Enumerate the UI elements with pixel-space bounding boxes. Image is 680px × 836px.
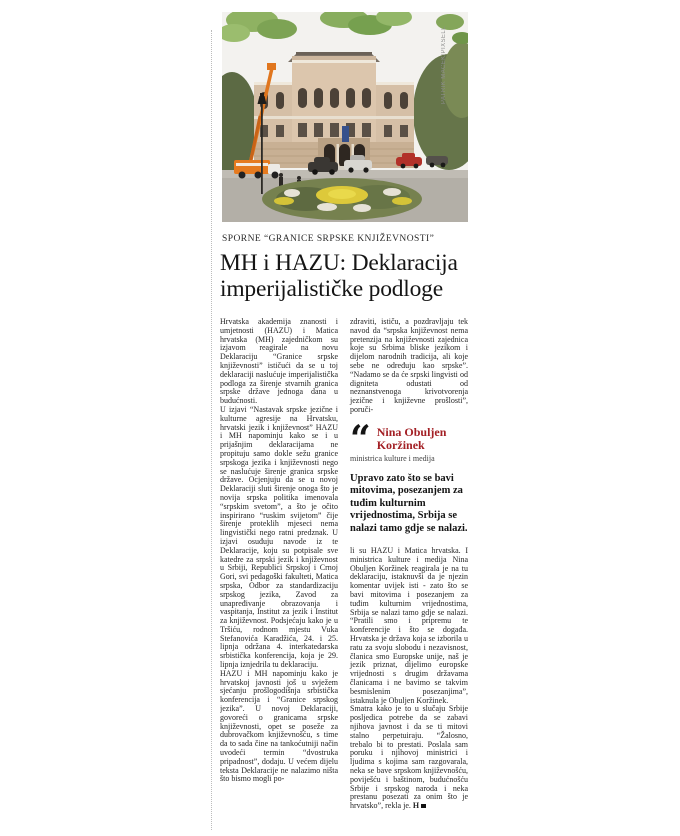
pull-quote <box>350 417 468 535</box>
quote-text: Upravo zato što se bavi mitovima, posezanjem za tuđim kulturnim vrijednostima, Srbija se nalazi tamo gdje se nalazi. <box>350 472 468 534</box>
column-divider-dotted-rule <box>211 30 212 830</box>
body-column-left <box>220 318 338 784</box>
quotation-mark-icon: “ <box>350 417 371 460</box>
flower-bed <box>262 178 422 220</box>
quote-author-role: ministrica kulture i medija <box>350 453 435 463</box>
quote-author-name: Nina Obuljen Koržinek <box>376 424 447 452</box>
kicker: SPORNE “GRANICE SRPSKE KNJIŽEVNOSTI” <box>222 234 435 244</box>
paragraph: U izjavi “Nastavak srpske jezične i kulturne agresije na Hrvatsku, hrvatski jezik i književnost” HAZU i MH napominju kako se i u prijašnjim deklaracijama ne propituju samo dokle sežu granice srpskoga jezika i književnosti nego se naslućuje širenje granica srpske države. Ocjenjuju da se u novoj Deklaraciji sluti širenje onoga što je novija srpska politika imenovala “srpskim svetom”, a što je očito inspirirano “ruskim svijetom” čije širenje proteklih mjeseci nema lingvistički nego ratni predznak. U izjavi osuđuju navode iz te Deklaracije, koju su potpisale sve katedre za srpski jezik i književnost u Srbiji, Republici Srpskoj i Crnoj Gori, svi pedagoški fakulteti, Matica srpska, Odbor za standardizaciju srpskog jezika, Zavod za unapređivanje obrazovanja i vaspitanja, Institut za jezik i Institut za književnost. Podsjećaju kako je u Tršiću, rodnom mjestu Vuka Stefanovića Karadžića, 24. i 25. lipnja održana 4. interkatedarska srbistička konferencija, koja je 29. lipnja iznjedrila tu deklaraciju. <box>220 404 338 670</box>
body-column-right <box>350 318 468 811</box>
paragraph-text: Smatra kako je to u slučaju Srbije posljedica potrebe da se zabavi njihova javnost i da se ti mitovi stalno perpetuiraju. “Žalosno, trebalo bi to prestati. Poslala sam poruku i njihovoj ministrici i ljudima s kojima sam razgovarala, neka se bave srpskom književnošću, poviješću i baštinom, budućnošću Srbije i srpskog naroda i neka prestanu posezati za onim što je hrvatsko”, rekla je. <box>350 704 468 811</box>
end-mark-square-icon <box>421 804 426 809</box>
paragraph <box>350 705 468 811</box>
photo-credit: PATRIK MACEK/PIXSELL <box>441 26 447 104</box>
paragraph: li su HAZU i Matica hrvatska. I ministrica kulture i medija Nina Obuljen Koržinek reagirala je na tu deklaraciju, istaknuvši da je njezin komentar uvijek isti - zato što se bavi mitovima i posezanjem za tuđim kulturnim vrijednostima, Srbija se nalazi tamo gdje se nalazi. “Pratili smo i pripremu te konferencije i što se događa. Hrvatska je država koja se izborila u ratu za svoju slobodu i nezavisnost, članica smo Europske unije, naš je jezik priznat, dijelimo europske vrijednosti s drugim državama članicama i ne bavimo se takvim besmislenim posezanjima”, istaknula je Obuljen Koržinek. <box>350 546 468 705</box>
article-body <box>220 318 468 830</box>
paragraph: zdraviti, ističu, a pozdravljaju tek navod da “srpska književnost nema pretenzija na književnosti zajednica koje su Srbima bliske jezikom i dijelom narodnih tradicija, ali koje sebe ne određuju kao srpske”. “Nadamo se da će srpski lingvisti od digniteta odustati od neznanstvenoga krivotvorenja jezične i književne prošlosti”, poruči- <box>350 318 468 414</box>
headline: MH i HAZU: Deklaracija imperijalističke podloge <box>220 250 458 302</box>
flag <box>342 126 349 142</box>
paragraph: Hrvatska akademija znanosti i umjetnosti (HAZU) i Matica hrvatska (MH) zajedničkom su izjavom reagirale na novu Deklaraciju “Granice srpske književnosti” ističući da se u toj deklaraciji naslućuje imperijalistička podloga za širenje stvarnih granica srpske države jednoga dana u budućnosti. <box>220 318 338 406</box>
end-mark-letter: H <box>412 801 420 811</box>
article-photo-hazu-building <box>222 12 468 222</box>
paragraph: HAZU i MH napominju kako je hrvatskoj javnosti još u svježem sjećanju prošlogodišnja srbistička konferencija i “Granice srpskog jezika”. U novoj Deklaraciji, govoreći o granicama srpske književnosti, opet se poseže za dubrovačkom književnošću, s time da to sada čine na tankoćutniji način uvodeći termin “dvostruka pripadnost”, dodaju. U većem dijelu teksta Deklaracije ne nalazimo ništa što bismo mogli po- <box>220 668 338 784</box>
